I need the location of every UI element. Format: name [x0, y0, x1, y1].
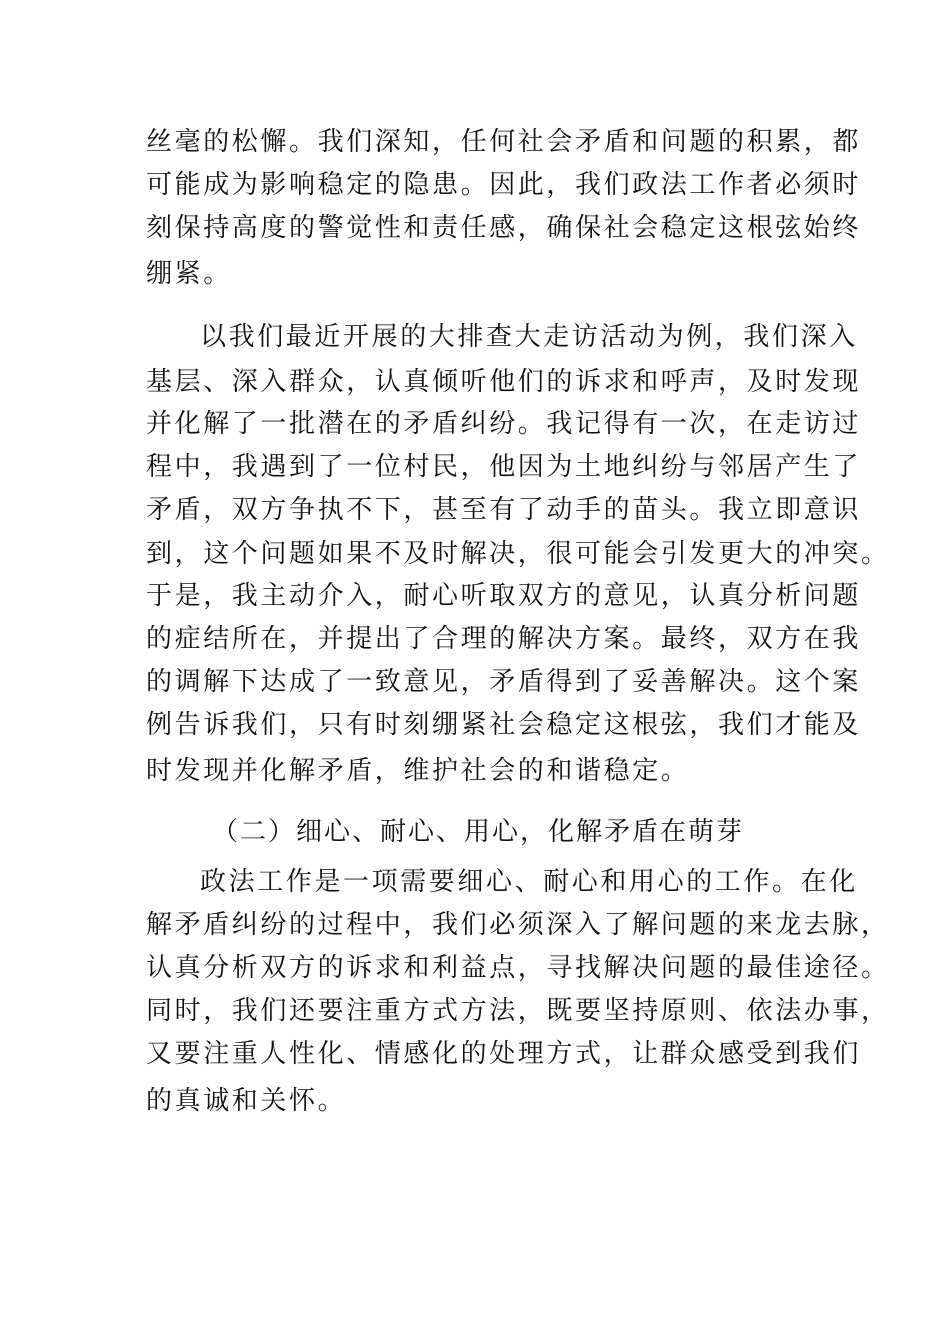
paragraph-1-line-2: 可能成为影响稳定的隐患。因此，我们政法工作者必须时 [146, 170, 862, 200]
paragraph-2-line-3: 并化解了一批潜在的矛盾纠纷。我记得有一次，在走访过 [146, 409, 862, 439]
paragraph-1-line-1: 丝毫的松懈。我们深知，任何社会矛盾和问题的积累，都 [146, 127, 862, 157]
paragraph-1-line-3: 刻保持高度的警觉性和责任感，确保社会稳定这根弦始终 [146, 213, 862, 243]
paragraph-3-line-2: 解矛盾纠纷的过程中，我们必须深入了解问题的来龙去脉， [146, 910, 890, 940]
paragraph-1-line-4: 绷紧。 [146, 259, 232, 289]
paragraph-2-line-10: 例告诉我们，只有时刻绷紧社会稳定这根弦，我们才能及 [146, 710, 862, 740]
paragraph-2-line-6: 到，这个问题如果不及时解决，很可能会引发更大的冲突。 [146, 539, 890, 569]
paragraph-2-line-11: 时发现并化解矛盾，维护社会的和谐稳定。 [146, 756, 690, 786]
paragraph-2-line-8: 的症结所在，并提出了合理的解决方案。最终，双方在我 [146, 624, 862, 654]
paragraph-2-line-9: 的调解下达成了一致意见，矛盾得到了妥善解决。这个案 [146, 667, 862, 697]
paragraph-3-line-3: 认真分析双方的诉求和利益点，寻找解决问题的最佳途径。 [146, 953, 890, 983]
paragraph-3-line-6: 的真诚和关怀。 [146, 1086, 347, 1116]
paragraph-2-line-7: 于是，我主动介入，耐心听取双方的意见，认真分析问题 [146, 581, 862, 611]
paragraph-2-line-1: 以我们最近开展的大排查大走访活动为例，我们深入 [200, 322, 858, 352]
paragraph-2-line-4: 程中，我遇到了一位村民，他因为土地纠纷与邻居产生了 [146, 452, 862, 482]
paragraph-3-line-1: 政法工作是一项需要细心、耐心和用心的工作。在化 [200, 867, 858, 897]
paragraph-2-line-2: 基层、深入群众，认真倾听他们的诉求和呼声，及时发现 [146, 367, 862, 397]
paragraph-2-line-5: 矛盾，双方争执不下，甚至有了动手的苗头。我立即意识 [146, 495, 862, 525]
paragraph-3-line-5: 又要注重人性化、情感化的处理方式，让群众感受到我们 [146, 1039, 862, 1069]
paragraph-3-line-4: 同时，我们还要注重方式方法，既要坚持原则、依法办事， [146, 996, 890, 1026]
section-heading: （二）细心、耐心、用心，化解矛盾在萌芽 [212, 817, 745, 847]
